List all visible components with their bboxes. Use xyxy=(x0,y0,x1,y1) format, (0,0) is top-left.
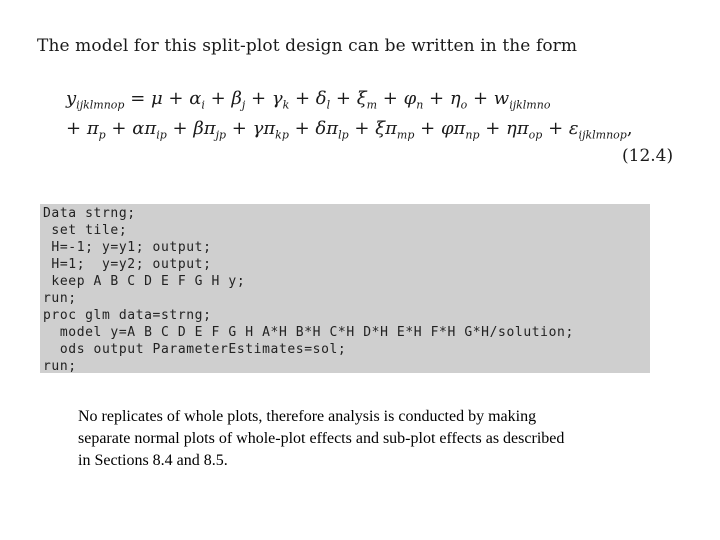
equation-number: (12.4) xyxy=(622,146,674,166)
code-line: set tile; xyxy=(43,223,128,238)
code-line: run; xyxy=(43,291,77,306)
note-line: separate normal plots of whole-plot effects and sub-plot effects as described xyxy=(78,430,565,447)
code-line: H=-1; y=y1; output; xyxy=(43,240,212,255)
note-line: in Sections 8.4 and 8.5. xyxy=(78,452,228,469)
code-line: H=1; y=y2; output; xyxy=(43,257,212,272)
code-line: proc glm data=strng; xyxy=(43,308,212,323)
code-line: ods output ParameterEstimates=sol; xyxy=(43,342,347,357)
code-line: keep A B C D E F G H y; xyxy=(43,274,246,289)
equation-line-2: + $\pi_p + \alpha\pi_{ip} + \beta\pi_{jp} + \gamma\pi_{kp} + \delta\pi_{lp} + \xi\pi_{mp} + \varphi\pi_{np} + \eta\pi_{op} + \varepsilon_{ijklmnop}$, xyxy=(66,118,633,142)
analysis-note xyxy=(78,406,658,472)
intro-text: The model for this split-plot design can be written in the form xyxy=(37,36,578,56)
note-line: No replicates of whole plots, therefore analysis is conducted by making xyxy=(78,408,537,425)
sas-code-block xyxy=(40,204,650,373)
code-line: model y=A B C D E F G H A*H B*H C*H D*H E*H F*H G*H/solution; xyxy=(43,325,574,340)
equation-line-1: $y_{ijklmnop} = \mu + \alpha_i + \beta_j + \gamma_k + \delta_l + \xi_m + \varphi_n + \eta_o + w_{ijklmno}$ xyxy=(66,88,551,112)
code-line: run; xyxy=(43,359,77,374)
code-line: Data strng; xyxy=(43,206,136,221)
